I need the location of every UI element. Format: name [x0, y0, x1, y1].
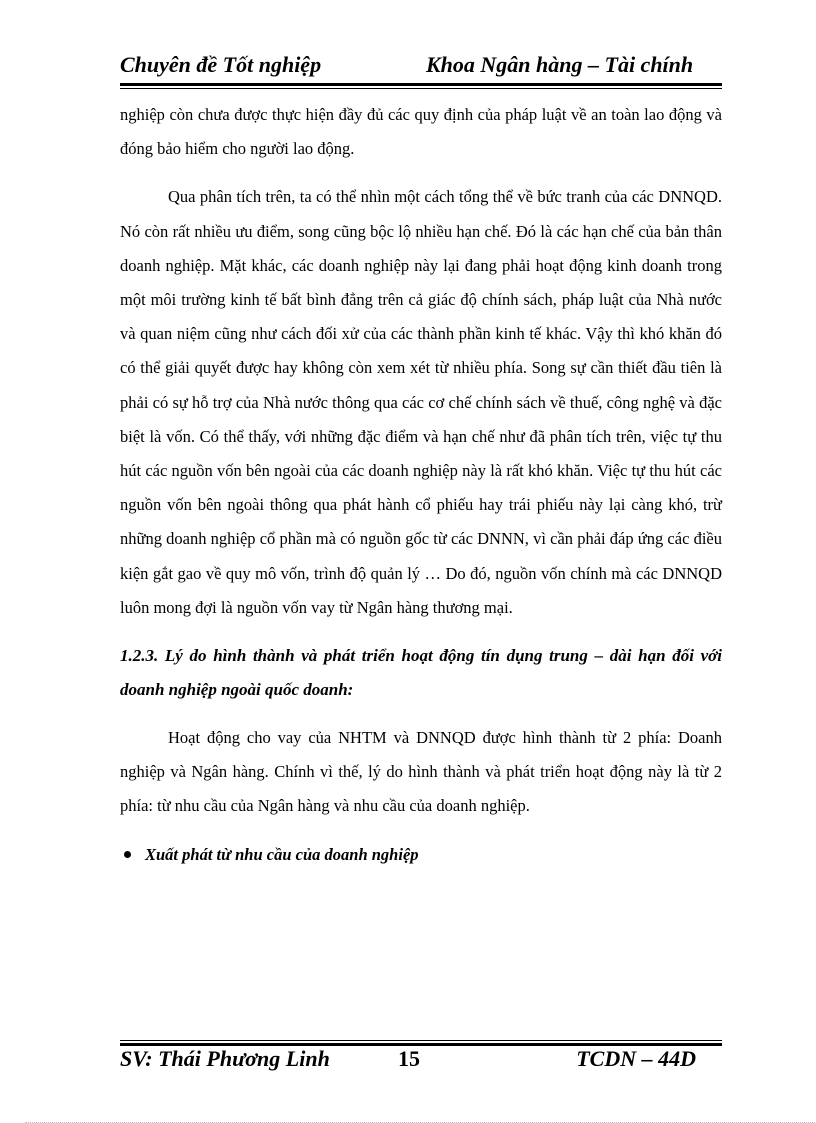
page-footer: [120, 1046, 722, 1078]
footer-class-code: TCDN – 44D: [576, 1046, 696, 1071]
header-faculty: Khoa Ngân hàng – Tài chính: [426, 52, 694, 77]
section-heading: 1.2.3. Lý do hình thành và phát triển hoạt động tín dụng trung – dài hạn đối với doanh nghiệp ngoài quốc doanh:: [120, 646, 722, 700]
bullet-item: [120, 838, 722, 872]
bullet-text: Xuất phát từ nhu cầu của doanh nghiệp: [145, 844, 419, 864]
footer-rule-thin: [120, 1040, 722, 1041]
paragraph-lending-origin: Hoạt động cho vay của NHTM và DNNQD được hình thành từ 2 phía: Doanh nghiệp và Ngân hàng. Chính vì thế, lý do hình thành và phát triển hoạt động này là từ 2 phía: từ nhu cầu của Ngân hàng và nhu cầu của doanh nghiệp.: [120, 728, 722, 816]
page-number: 15: [398, 1046, 420, 1071]
page-body: [120, 98, 722, 872]
paragraph-continuation: nghiệp còn chưa được thực hiện đầy đủ các quy định của pháp luật về an toàn lao động và đóng bảo hiểm cho người lao động.: [120, 105, 722, 159]
header-document-title: Chuyên đề Tốt nghiệp: [120, 52, 322, 77]
bullet-dot-icon: [124, 851, 131, 858]
header-rule: [120, 83, 722, 86]
footer-student-name: SV: Thái Phương Linh: [120, 1046, 330, 1071]
page-header: [120, 50, 722, 84]
paragraph-analysis: Qua phân tích trên, ta có thể nhìn một cách tổng thể về bức tranh của các DNNQD. Nó còn rất nhiều ưu điểm, song cũng bộc lộ nhiều hạn chế. Đó là các hạn chế của bản thân doanh nghiệp. Mặt khác, các doanh nghiệp này lại đang phải hoạt động kinh doanh trong một môi trường kinh tế bất bình đẳng trên cả giác độ chính sách, pháp luật của Nhà nước và quan niệm cũng như cách đối xử của các thành phần kinh tế khác. Vậy thì khó khăn đó có thể giải quyết được hay không còn xem xét từ nhiều phía. Song sự cần thiết đầu tiên là phải có sự hỗ trợ của Nhà nước thông qua các cơ chế chính sách về thuế, công nghệ và đặc biệt là vốn. Có thể thấy, với những đặc điểm và hạn chế như đã phân tích trên, việc tự thu hút các nguồn vốn bên ngoài của các doanh nghiệp này là rất khó khăn. Việc tự thu hút các nguồn vốn bên ngoài thông qua phát hành cổ phiếu hay trái phiếu này lại càng khó, trừ những doanh nghiệp cổ phần mà có nguồn gốc từ các DNNN, vì cần phải đáp ứng các điều kiện gắt gao về quy mô vốn, trình độ quản lý … Do đó, nguồn vốn chính mà các DNNQD luôn mong đợi là nguồn vốn vay từ Ngân hàng thương mại.: [120, 187, 722, 617]
header-rule-thin: [120, 88, 722, 89]
